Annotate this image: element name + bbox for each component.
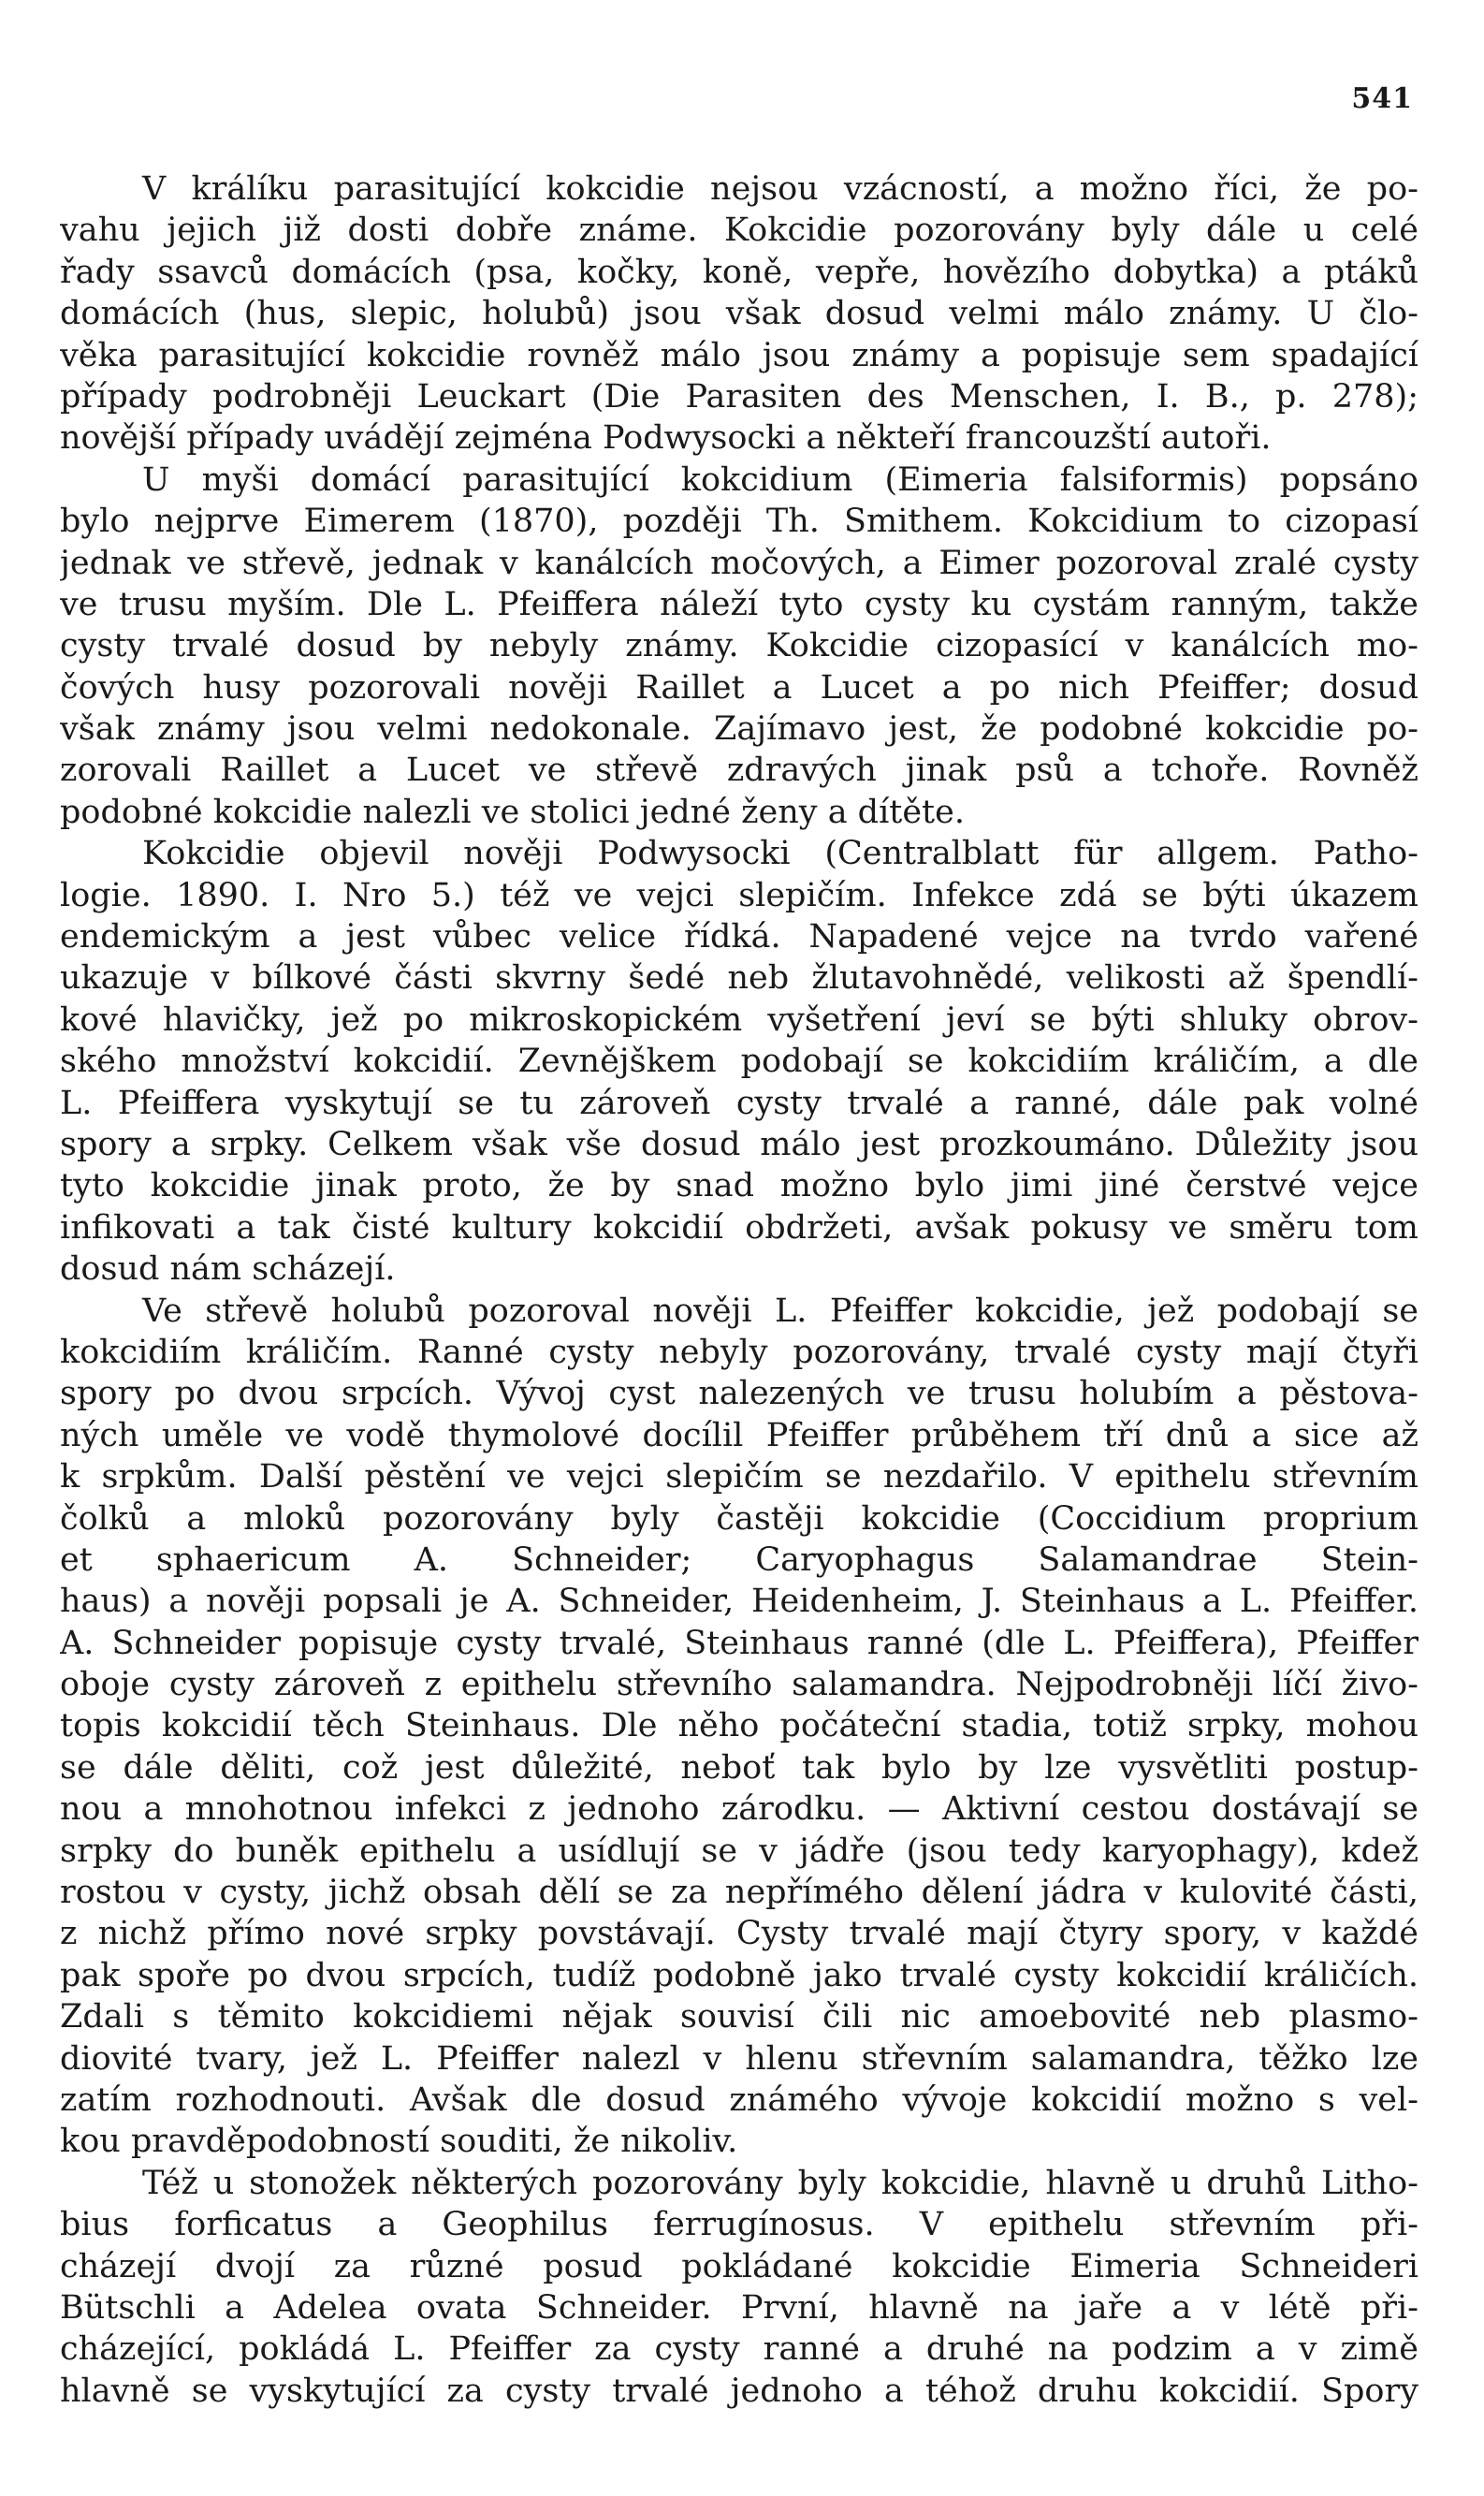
- text-line: Ve střevě holubů pozoroval nověji L. Pfeiffer kokcidie, jež podobají se: [142, 1292, 1419, 1330]
- text-line: topis kokcidií těch Steinhaus. Dle něho počáteční stadia, totiž srpky, mohou: [60, 1707, 1419, 1745]
- text-line: tyto kokcidie jinak proto, že by snad možno bylo jimi jiné čerstvé vejce: [60, 1167, 1419, 1205]
- text-line: infikovati a tak čisté kultury kokcidií obdržeti, avšak pokusy ve směru tom: [60, 1208, 1419, 1247]
- text-line: endemickým a jest vůbec velice řídká. Napadené vejce na tvrdo vařené: [60, 918, 1419, 956]
- text-line: cházející, pokládá L. Pfeiffer za cysty ranné a druhé na podzim a v zimě: [60, 2330, 1419, 2369]
- text-line: vahu jejich již dosti dobře známe. Kokcidie pozorovány byly dále u celé: [60, 212, 1419, 250]
- text-line: ukazuje v bílkové části skvrny šedé neb žlutavohnědé, velikosti až špendlí-: [60, 959, 1419, 998]
- text-line: srpky do buněk epithelu a usídlují se v jádře (jsou tedy karyophagy), kdež: [60, 1832, 1419, 1870]
- text-line: k srpkům. Další pěstění ve vejci slepičím se nezdařilo. V epithelu střevním: [60, 1458, 1419, 1496]
- text-line: bius forficatus a Geophilus ferrugínosus. V epithelu střevním při-: [60, 2206, 1419, 2244]
- text-line: V králíku parasitující kokcidie nejsou vzácností, a možno říci, že po-: [142, 170, 1419, 208]
- text-line: diovité tvary, jež L. Pfeiffer nalezl v hlenu střevním salamandra, těžko lze: [60, 2039, 1419, 2078]
- text-line: věka parasitující kokcidie rovněž málo jsou známy a popisuje sem spadající: [60, 336, 1419, 374]
- text-line: cysty trvalé dosud by nebyly známy. Kokcidie cizopasící v kanálcích mo-: [60, 627, 1419, 665]
- text-line: bylo nejprve Eimerem (1870), později Th. Smithem. Kokcidium to cizopasí: [60, 503, 1419, 541]
- body-text: [60, 168, 1419, 2412]
- text-line: logie. 1890. I. Nro 5.) též ve vejci slepičím. Infekce zdá se býti úkazem: [60, 876, 1419, 914]
- page-number: 541: [1351, 82, 1413, 115]
- text-line: případy podrobněji Leuckart (Die Parasiten des Menschen, I. B., p. 278);: [60, 377, 1419, 416]
- text-line: oboje cysty zároveň z epithelu střevního salamandra. Nejpodrobněji líčí živo-: [60, 1666, 1419, 1704]
- text-line: kové hlavičky, jež po mikroskopickém vyšetření jeví se býti shluky obrov-: [60, 1000, 1419, 1039]
- text-line: čolků a mloků pozorovány byly častěji kokcidie (Coccidium proprium: [60, 1499, 1419, 1538]
- text-line: Zdali s těmito kokcidiemi nějak souvisí čili nic amoebovité neb plasmo-: [60, 1998, 1419, 2036]
- text-line: nou a mnohotnou infekci z jednoho zárodku. — Aktivní cestou dostávají se: [60, 1790, 1419, 1829]
- text-line: cházejí dvojí za různé posud pokládané kokcidie Eimeria Schneideri: [60, 2247, 1419, 2285]
- text-line: hlavně se vyskytující za cysty trvalé jednoho a téhož druhu kokcidií. Spory: [60, 2372, 1419, 2410]
- text-line: novější případy uvádějí zejména Podwysocki a někteří francouzští autoři.: [60, 419, 1272, 458]
- text-line: Též u stonožek některých pozorovány byly kokcidie, hlavně u druhů Litho-: [142, 2164, 1419, 2202]
- text-line: spory po dvou srpcích. Vývoj cyst nalezených ve trusu holubím a pěstova-: [60, 1375, 1419, 1413]
- text-line: čových husy pozorovali nověji Raillet a Lucet a po nich Pfeiffer; dosud: [60, 668, 1419, 707]
- text-line: jednak ve střevě, jednak v kanálcích močových, a Eimer pozoroval zralé cysty: [60, 544, 1419, 582]
- text-line: domácích (hus, slepic, holubů) jsou však dosud velmi málo známy. U člo-: [60, 295, 1419, 333]
- text-line: řady ssavců domácích (psa, kočky, koně, vepře, hovězího dobytka) a ptáků: [60, 253, 1419, 291]
- text-line: kokcidiím králičím. Ranné cysty nebyly pozorovány, trvalé cysty mají čtyři: [60, 1333, 1419, 1371]
- text-line: spory a srpky. Celkem však vše dosud málo jest prozkoumáno. Důležity jsou: [60, 1125, 1419, 1163]
- text-line: ných uměle ve vodě thymolové docílil Pfeiffer průběhem tří dnů a sice až: [60, 1416, 1419, 1454]
- text-line: zorovali Raillet a Lucet ve střevě zdravých jinak psů a tchoře. Rovněž: [60, 752, 1419, 790]
- text-line: ve trusu myším. Dle L. Pfeiffera náleží tyto cysty ku cystám ranným, takže: [60, 585, 1419, 623]
- text-line: haus) a nověji popsali je A. Schneider, Heidenheim, J. Steinhaus a L. Pfeiffer.: [60, 1583, 1419, 1621]
- text-line: dosud nám scházejí.: [60, 1250, 396, 1289]
- text-line: ského množství kokcidií. Zevnějškem podobají se kokcidiím králičím, a dle: [60, 1043, 1419, 1081]
- text-line: kou pravděpodobností souditi, že nikoliv.: [60, 2123, 738, 2161]
- text-line: zatím rozhodnouti. Avšak dle dosud známého vývoje kokcidií možno s vel-: [60, 2080, 1419, 2119]
- text-line: z nichž přímo nové srpky povstávají. Cysty trvalé mají čtyry spory, v každé: [60, 1915, 1419, 1953]
- text-line: pak spoře po dvou srpcích, tudíž podobně jako trvalé cysty kokcidií králičích.: [60, 1956, 1419, 1994]
- text-line: L. Pfeiffera vyskytují se tu zároveň cysty trvalé a ranné, dále pak volné: [60, 1084, 1419, 1122]
- text-line: U myši domácí parasitující kokcidium (Eimeria falsiformis) popsáno: [142, 460, 1419, 499]
- text-line: A. Schneider popisuje cysty trvalé, Steinhaus ranné (dle L. Pfeiffera), Pfeiffer: [60, 1624, 1419, 1662]
- text-line: rostou v cysty, jichž obsah dělí se za nepřímého dělení jádra v kulovité části,: [60, 1874, 1419, 1912]
- text-line: Kokcidie objevil nověji Podwysocki (Centralblatt für allgem. Patho-: [142, 835, 1419, 873]
- text-line: se dále děliti, což jest důležité, neboť tak bylo by lze vysvětliti postup-: [60, 1748, 1419, 1787]
- text-line: Bütschli a Adelea ovata Schneider. První, hlavně na jaře a v létě při-: [60, 2288, 1419, 2327]
- text-line: však známy jsou velmi nedokonale. Zajímavo jest, že podobné kokcidie po-: [60, 710, 1419, 749]
- text-line: podobné kokcidie nalezli ve stolici jedné ženy a dítěte.: [60, 793, 965, 831]
- text-line: et sphaericum A. Schneider; Caryophagus Salamandrae Stein-: [60, 1540, 1419, 1579]
